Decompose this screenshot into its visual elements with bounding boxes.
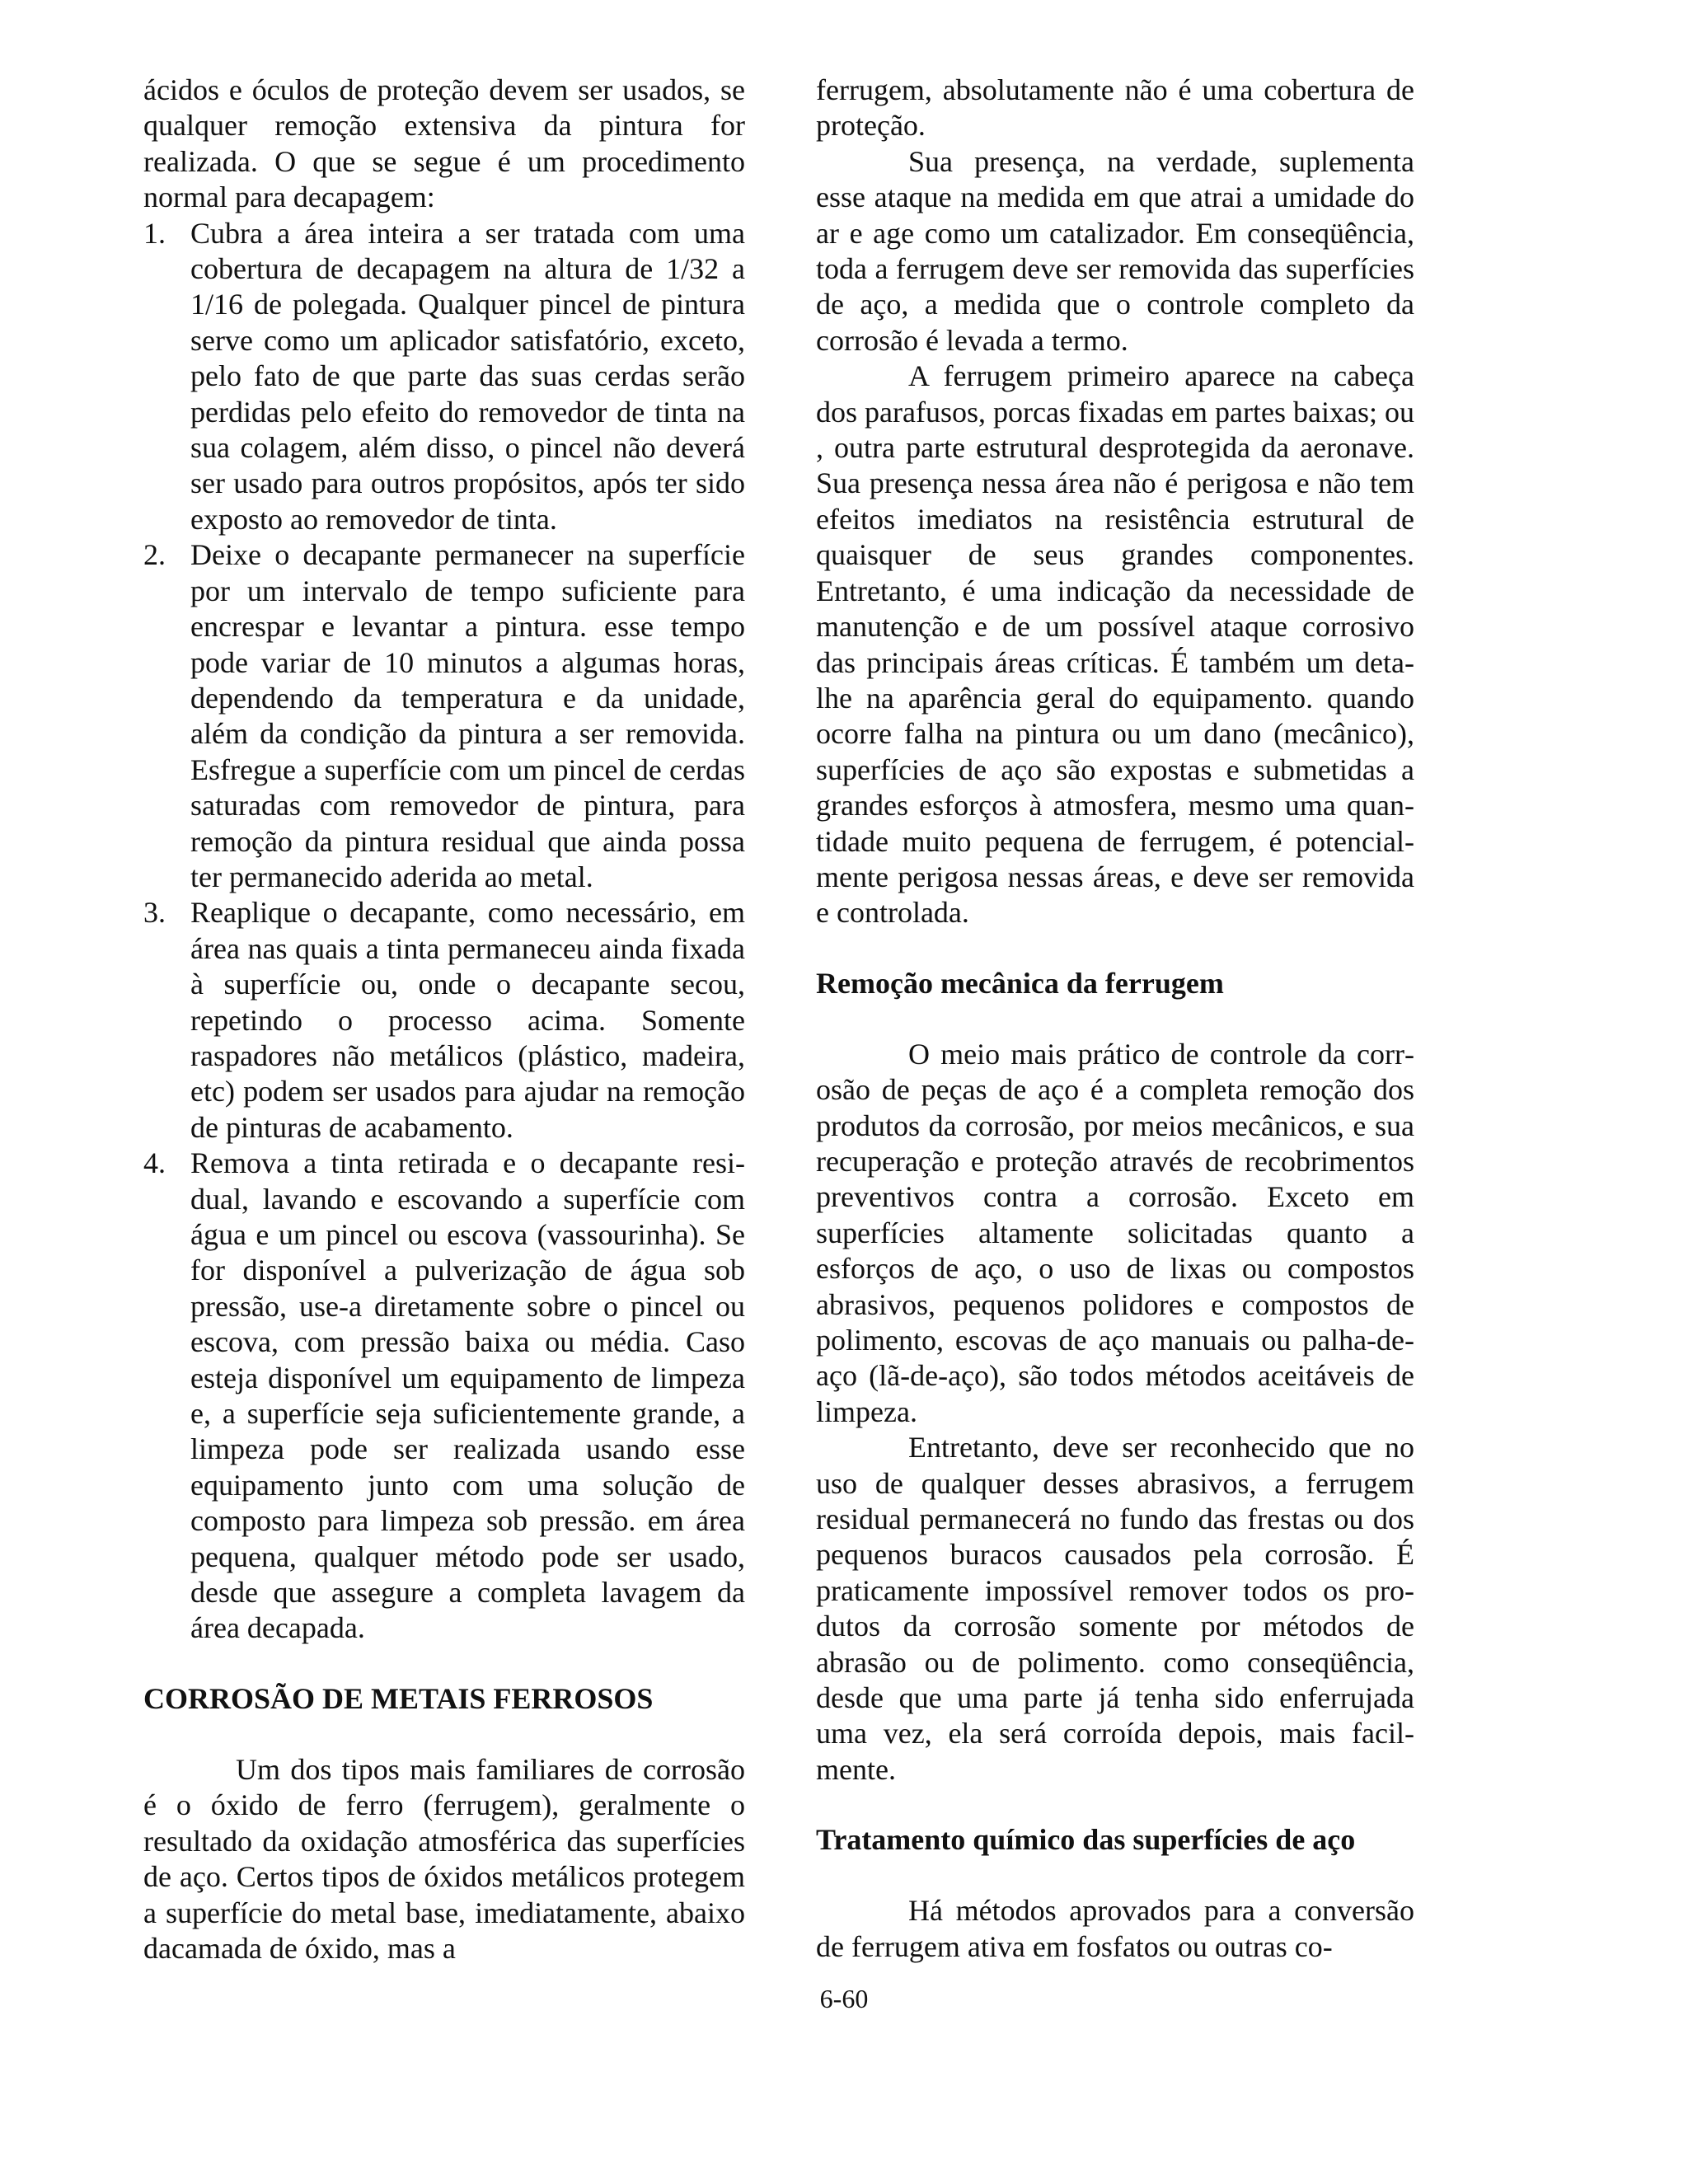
step-text: Cubra a área inteira a ser tratada com uma cobertura de decapagem na altura de 1/32 a 1/16 de polegada. Qualquer pincel de pintura serve como um aplicador satisfatório, exceto, pelo fato de que parte das suas cerdas serão perdidas pelo efeito do removedor de tinta na sua colagem, além disso, o pincel não deverá ser usado para outros propósitos, após ter sido exposto ao removedor de tinta. — [190, 216, 745, 536]
step-number: 3. — [143, 896, 166, 930]
body-paragraph: Há métodos aprovados para a conversão de ferrugem ativa em fosfatos ou outras co- — [816, 1894, 1414, 1963]
procedure-step — [143, 1146, 745, 1647]
subheading-chemical-treatment: Tratamento químico das superfícies de aço — [816, 1823, 1356, 1857]
intro-paragraph: ácidos e óculos de proteção devem ser usados, se qualquer remoção extensiva da pintura for realizada. O que se segue é um procedimento normal para decapagem: — [143, 73, 745, 214]
body-paragraph: Sua presença, na verdade, suplementa esse ataque na medida em que atrai a umidade do ar e age como um catalizador. Em conseqüência, toda a ferrugem deve ser removida das superfícies de aço, a medida que o controle completo da corrosão é levada a termo. — [816, 144, 1414, 357]
left-column — [143, 73, 745, 1966]
section-heading-ferrous-corrosion: CORROSÃO DE METAIS FERROSOS — [143, 1681, 654, 1715]
procedure-step — [143, 895, 745, 1146]
step-text: Remova a tinta retirada e o decapante residual, lavando e escovando a superfície com água e um pincel ou escova (vassourinha). Se for disponível a pulverização de água sob pressão, use-a diretamente sobre o pincel ou escova, com pressão baixa ou média. Caso esteja disponível um equipamento de limpeza e, a superfície seja suficientemente grande, a limpeza pode ser realizada usando esse equipamento junto com uma solução de composto para limpeza sob pressão. em área pequena, qualquer método pode ser usado, desde que assegure a completa lavagem da área decapada. — [190, 1146, 745, 1645]
step-number: 2. — [143, 538, 166, 572]
procedure-step — [143, 537, 745, 895]
body-paragraph: ferrugem, absolutamente não é uma cobertura de proteção. — [816, 73, 1414, 143]
step-number: 1. — [143, 216, 166, 250]
stripping-procedure-list — [143, 216, 745, 1647]
body-paragraph: O meio mais prático de controle da corrosão de peças de aço é a completa remoção dos produtos da corrosão, por meios mecânicos, e sua recuperação e proteção através de recobrimentos preventivos contra a corrosão. Exceto em superfícies altamente solicitadas quanto a esforços de aço, o uso de lixas ou compostos abrasivos, pequenos polidores e compostos de polimento, escovas de aço manuais ou palha-de-aço (lã-de-aço), são todos métodos aceitáveis de limpeza. — [816, 1037, 1414, 1428]
body-paragraph: Um dos tipos mais familiares de corrosão é o óxido de ferro (ferrugem), geralmente o resultado da oxidação atmosférica das superfícies de aço. Certos tipos de óxidos metálicos protegem a superfície do metal base, imediatamente, abaixo dacamada de óxido, mas a — [143, 1752, 745, 1965]
page-number: 6-60 — [819, 1984, 869, 2013]
right-column — [816, 73, 1414, 1965]
body-paragraph: Entretanto, deve ser reconhecido que no uso de qualquer desses abrasivos, a ferrugem residual permanecerá no fundo das frestas ou dos pequenos buracos causados pela corrosão. É praticamente impossível remover todos os produtos da corrosão somente por métodos de abrasão ou de polimento. como conseqüência, desde que uma parte já tenha sido enferrujada uma vez, ela será corroída depois, mais facilmente. — [816, 1431, 1414, 1786]
procedure-step — [143, 216, 745, 538]
body-paragraph: A ferrugem primeiro aparece na cabeça dos parafusos, porcas fixadas em partes baixas; ou , outra parte estrutural desprotegida da aeronave. Sua presença nessa área não é perigosa e não tem efeitos imediatos na resistência estrutural de quaisquer de seus grandes componentes. Entretanto, é uma indicação da necessidade de manutenção e de um possível ataque corrosivo das principais áreas críticas. É também um detalhe na aparência geral do equipamento. quando ocorre falha na pintura ou um dano (mecânico), superfícies de aço são expostas e submetidas a grandes esforços à atmosfera, mesmo uma quantidade muito pequena de ferrugem, é potencialmente perigosa nessas áreas, e deve ser removida e controlada. — [816, 359, 1414, 930]
step-number: 4. — [143, 1146, 166, 1180]
step-text: Deixe o decapante permanecer na superfície por um intervalo de tempo suficiente para encrespar e levantar a pintura. esse tempo pode variar de 10 minutos a algumas horas, dependendo da temperatura e da unidade, além da condição da pintura a ser removida. Esfregue a superfície com um pincel de cerdas saturadas com removedor de pintura, para remoção da pintura residual que ainda possa ter permanecido aderida ao metal. — [190, 538, 745, 893]
subheading-mechanical-rust-removal: Remoção mecânica da ferrugem — [816, 966, 1224, 1000]
step-text: Reaplique o decapante, como necessário, em área nas quais a tinta permaneceu ainda fixada à superfície ou, onde o decapante secou, repetindo o processo acima. Somente raspadores não metálicos (plástico, madeira, etc) podem ser usados para ajudar na remoção de pinturas de acabamento. — [190, 896, 745, 1144]
